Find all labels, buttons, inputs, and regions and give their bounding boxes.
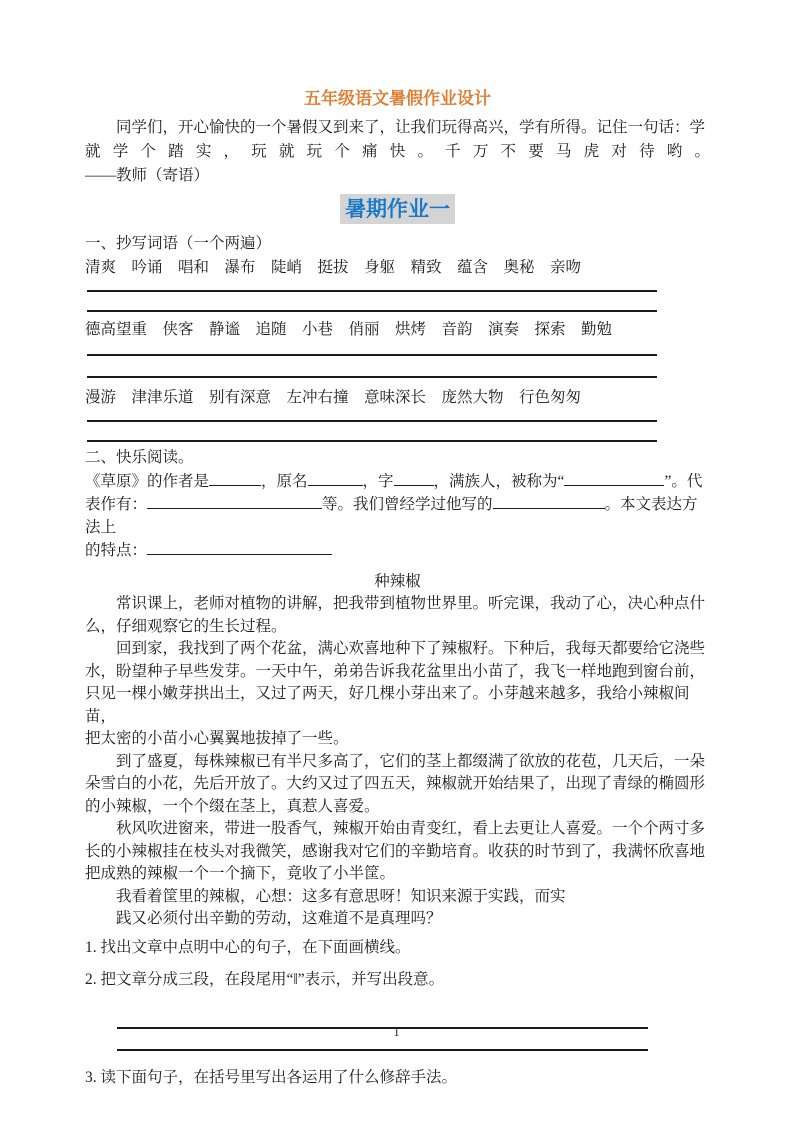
passage-line: 朵雪白的小花，先后开放了。大约又过了四五天，辣椒就开始结果了，出现了青绿的椭圆形 <box>85 775 706 792</box>
blank-field-author <box>209 470 261 486</box>
teacher-message-line-1: 同学们，开心愉快的一个暑假又到来了，让我们玩得高兴，学有所得。记住一句话：学 <box>85 119 706 136</box>
fill-text: ，字 <box>362 473 394 490</box>
passage-line: 常识课上，老师对植物的讲解，把我带到植物世界里。听完课，我动了心，决心种点什 <box>85 595 706 612</box>
writing-line <box>87 310 657 312</box>
fill-text: 。本文表达方法上 <box>85 496 698 536</box>
passage-line: 水，盼望种子早些发芽。一天中午，弟弟告诉我花盆里出小苗了，我飞一样地跑到窗台前， <box>85 662 706 680</box>
section-1-label: 一、抄写词语（一个两遍） <box>85 235 272 252</box>
teacher-message-signature: ——教师（寄语） <box>85 167 210 184</box>
fill-text: ，满族人，被称为“ <box>433 473 565 490</box>
passage-line: 把太密的小苗小心翼翼地拔掉了一些。 <box>85 730 349 747</box>
document-title: 五年级语文暑假作业设计 <box>304 89 491 108</box>
fill-text: 《草原》的作者是 <box>85 473 210 490</box>
passage-line: 把成熟的辣椒一个一个摘下，竟收了小半筐。 <box>85 865 396 882</box>
teacher-message-line-2: 就学个踏实，玩就玩个痛快。千万不要马虎对待哟。 <box>85 143 710 160</box>
passage-line: 的小辣椒，一个个缀在茎上，真惹人喜爱。 <box>85 797 380 815</box>
fill-text: ”。代 <box>664 473 703 490</box>
writing-line <box>87 420 657 422</box>
blank-field-studied-work <box>493 493 605 509</box>
fill-text: ，原名 <box>261 473 308 490</box>
passage-line: 践又必须付出辛勤的劳动，这难道不是真理吗？ <box>85 910 442 927</box>
question-1: 1. 找出文章中点明中心的句子，在下面画横线。 <box>85 938 411 956</box>
fill-text: 的特点： <box>85 542 148 559</box>
reading-passage-title: 种辣椒 <box>374 573 421 590</box>
passage-line: 只见一棵小嫩芽拱出土，又过了两天，好几棵小芽出来了。小芽越来越多，我给小辣椒间苗， <box>85 685 690 725</box>
homework-1-heading: 暑期作业一 <box>340 194 455 224</box>
fill-in-line-3 <box>85 539 710 562</box>
page-number: 1 <box>393 1024 400 1039</box>
blank-field-courtesy-name <box>394 470 434 486</box>
blank-field-works <box>147 493 322 509</box>
word-list-row-2: 德高望重 侠客 静谧 追随 小巷 俏丽 烘烤 音韵 演奏 探索 勤勉 <box>85 321 613 338</box>
fill-in-line-2 <box>85 493 710 539</box>
writing-line <box>87 376 657 378</box>
passage-line: 回到家，我找到了两个花盆，满心欢喜地种下了辣椒籽。下种后，我每天都要给它浇些 <box>85 640 706 657</box>
blank-field-original-name <box>308 470 363 486</box>
writing-line <box>87 440 657 442</box>
passage-line: 长的小辣椒挂在枝头对我微笑，感谢我对它们的辛勤培育。收获的时节到了，我满怀欣喜地 <box>85 842 706 860</box>
passage-line: 我看着筐里的辣椒，心想：这多有意思呀！知识来源于实践，而实 <box>85 887 566 905</box>
writing-line <box>87 290 657 292</box>
homework-heading-wrap <box>85 194 710 224</box>
word-list-row-1: 清爽 吟诵 唱和 瀑布 陡峭 挺拔 身躯 精致 蕴含 奥秘 亲吻 <box>85 259 582 276</box>
section-2-label: 二、快乐阅读。 <box>85 449 194 466</box>
passage-line: 秋风吹进窗来，带进一股香气，辣椒开始由青变红，看上去更让人喜爱。一个个两寸多 <box>85 820 706 837</box>
writing-line <box>87 354 657 356</box>
fill-text: 表作有： <box>85 496 148 513</box>
passage-line: 么，仔细观察它的生长过程。 <box>85 617 287 635</box>
fill-in-line-1 <box>85 470 710 493</box>
word-list-row-3: 漫游 津津乐道 别有深意 左冲右撞 意味深长 庞然大物 行色匆匆 <box>85 389 582 406</box>
answer-line <box>117 1049 648 1051</box>
blank-field-known-as <box>564 470 664 486</box>
question-3: 3. 读下面句子，在括号里写出各运用了什么修辞手法。 <box>85 1068 458 1086</box>
passage-line: 到了盛夏，每株辣椒已有半尺多高了，它们的茎上都缀满了欲放的花苞，几天后，一朵 <box>85 752 706 770</box>
blank-field-features <box>147 539 332 555</box>
fill-text: 等。我们曾经学过他写的 <box>322 496 493 513</box>
question-2: 2. 把文章分成三段，在段尾用“‖”表示，并写出段意。 <box>85 970 445 988</box>
